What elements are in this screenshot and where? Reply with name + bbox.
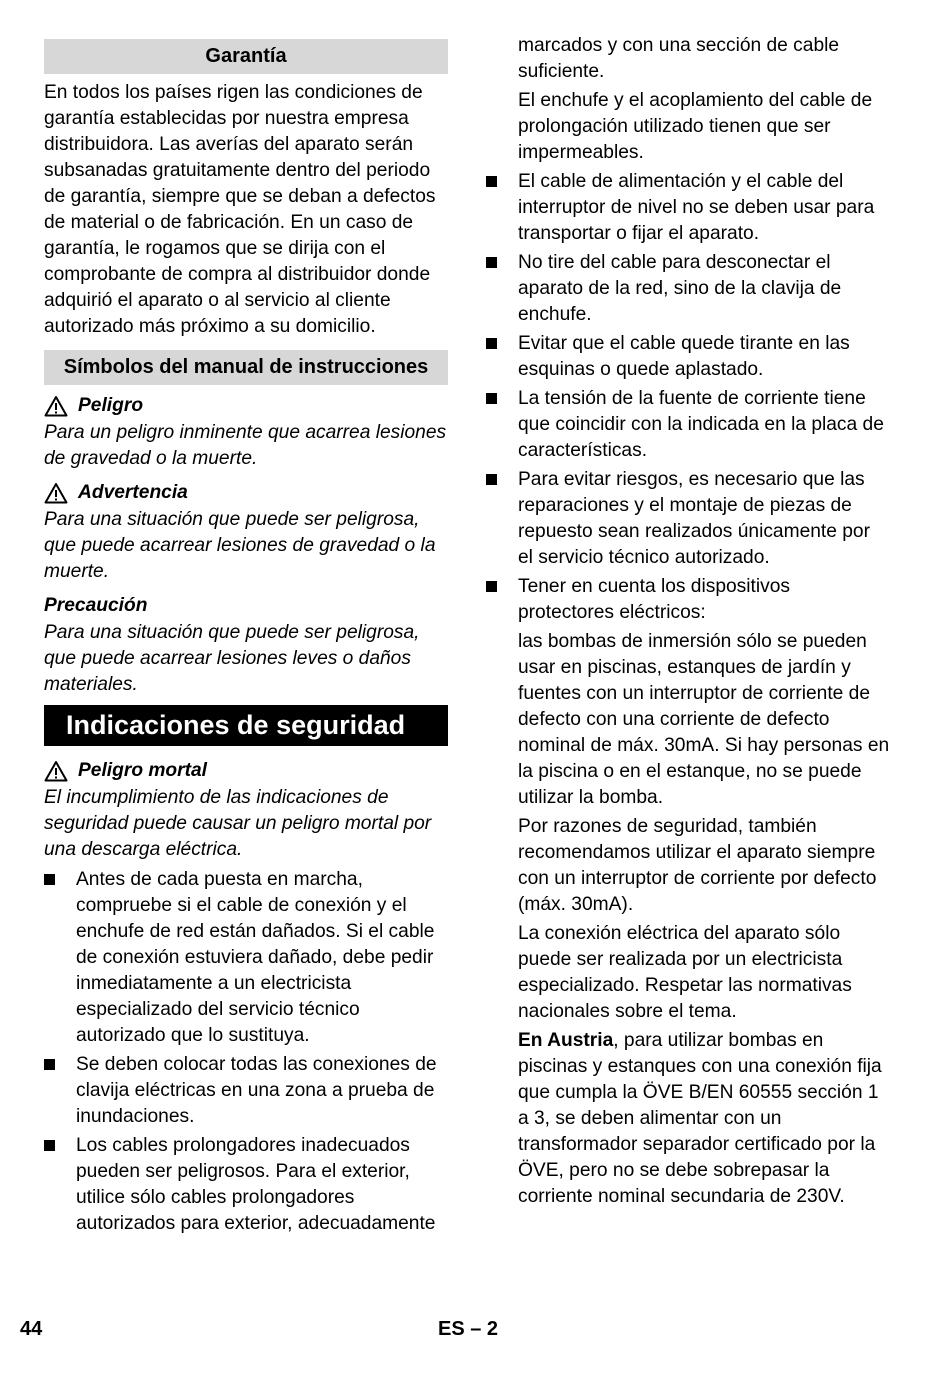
page-number: 44 bbox=[20, 1318, 43, 1340]
list-item: Los cables prolongadores inadecuados pueden ser peligrosos. Para el exterior, utilice sólo cables prolongadores autorizados para exterior, adecuadamente bbox=[44, 1133, 448, 1237]
bullet-square-icon bbox=[44, 1140, 55, 1151]
section-heading-garantia: Garantía bbox=[44, 39, 448, 74]
precaucion-heading bbox=[44, 593, 448, 619]
right-bullet-list bbox=[486, 169, 890, 626]
para-conexion: La conexión eléctrica del aparato sólo puede ser realizada por un electricista especializado. Respetar las normativas nacionales sobre el tema. bbox=[518, 923, 852, 1022]
list-item: Se deben colocar todas las conexiones de clavija eléctricas en una zona a prueba de inundaciones. bbox=[44, 1052, 448, 1130]
list-item: No tire del cable para desconectar el aparato de la red, sino de la clavija de enchufe. bbox=[486, 250, 890, 328]
peligro-mortal-heading bbox=[44, 758, 448, 784]
para-seguridad: Por razones de seguridad, también recomendamos utilizar el aparato siempre con un interruptor de corriente por defecto (máx. 30mA). bbox=[518, 816, 877, 915]
right-column bbox=[486, 33, 890, 1213]
bullet-square-icon bbox=[486, 581, 497, 592]
bullet-square-icon bbox=[44, 874, 55, 885]
para-bombas: las bombas de inmersión sólo se pueden usar en piscinas, estanques de jardín y fuentes con un interruptor de corriente de defecto con una corriente de defecto nominal de máx. 30mA. Si hay personas en la piscina o en el estanque, no se puede utilizar la bomba. bbox=[518, 631, 890, 808]
peligro-text: Para un peligro inminente que acarrea lesiones de gravedad o la muerte. bbox=[44, 422, 447, 469]
list-item: Evitar que el cable quede tirante en las esquinas o quede aplastado. bbox=[486, 331, 890, 383]
advertencia-text: Para una situación que puede ser peligrosa, que puede acarrear lesiones de gravedad o la muerte. bbox=[44, 509, 436, 582]
list-item: Para evitar riesgos, es necesario que las reparaciones y el montaje de piezas de repuesto sean realizados únicamente por el servicio técnico autorizado. bbox=[486, 467, 890, 571]
warning-triangle-icon bbox=[44, 482, 68, 504]
list-item: Tener en cuenta los dispositivos protectores eléctricos: bbox=[486, 574, 890, 626]
peligro-title: Peligro bbox=[78, 395, 144, 416]
seguridad-bullet-list bbox=[44, 867, 448, 1237]
continued-text-1: marcados y con una sección de cable suficiente. bbox=[518, 35, 840, 82]
list-item: Antes de cada puesta en marcha, compruebe si el cable de conexión y el enchufe de red están dañados. Si el cable de conexión estuviera dañado, debe pedir inmediatamente a un electricista especializado del servicio técnico autorizado que lo sustituya. bbox=[44, 867, 448, 1049]
warning-triangle-icon bbox=[44, 760, 68, 782]
bullet-square-icon bbox=[486, 338, 497, 349]
precaucion-text: Para una situación que puede ser peligrosa, que puede acarrear lesiones leves o daños materiales. bbox=[44, 622, 420, 695]
list-item: El cable de alimentación y el cable del interruptor de nivel no se deben usar para transportar o fijar el aparato. bbox=[486, 169, 890, 247]
austria-text: , para utilizar bombas en piscinas y estanques con una conexión fija que cumpla la ÖVE B/EN 60555 sección 1 a 3, se deben alimentar con un transformador separador certificado por la ÖVE, pero no se debe sobrepasar la corriente nominal secundaria de 230V. bbox=[518, 1030, 882, 1207]
left-column bbox=[44, 34, 448, 1240]
section-heading-simbolos: Símbolos del manual de instrucciones bbox=[44, 350, 448, 385]
bullet-square-icon bbox=[44, 1059, 55, 1070]
precaucion-title: Precaución bbox=[44, 595, 148, 616]
peligro-heading bbox=[44, 393, 448, 419]
peligro-mortal-text: El incumplimiento de las indicaciones de seguridad puede causar un peligro mortal por una descarga eléctrica. bbox=[44, 787, 432, 860]
bullet-square-icon bbox=[486, 393, 497, 404]
para-austria bbox=[486, 1028, 890, 1210]
language-page-label: ES – 2 bbox=[438, 1318, 499, 1340]
austria-bold: En Austria bbox=[518, 1030, 614, 1051]
section-heading-seguridad: Indicaciones de seguridad bbox=[44, 705, 448, 746]
advertencia-heading bbox=[44, 480, 448, 506]
bullet-square-icon bbox=[486, 257, 497, 268]
bullet-square-icon bbox=[486, 176, 497, 187]
advertencia-title: Advertencia bbox=[78, 482, 188, 503]
garantia-text: En todos los países rigen las condiciones de garantía establecidas por nuestra empresa distribuidora. Las averías del aparato serán subsanadas gratuitamente dentro del periodo de garantía, siempre que se deban a defectos de material o de fabricación. En un caso de garantía, le rogamos que se dirija con el comprobante de compra al distribuidor donde adquirió el aparato o al servicio al cliente autorizado más próximo a su domicilio. bbox=[44, 82, 436, 337]
bullet-square-icon bbox=[486, 474, 497, 485]
list-item: La tensión de la fuente de corriente tiene que coincidir con la indicada en la placa de características. bbox=[486, 386, 890, 464]
warning-triangle-icon bbox=[44, 395, 68, 417]
peligro-mortal-title: Peligro mortal bbox=[78, 760, 208, 781]
continued-text-2: El enchufe y el acoplamiento del cable de prolongación utilizado tienen que ser impermeables. bbox=[518, 90, 873, 163]
